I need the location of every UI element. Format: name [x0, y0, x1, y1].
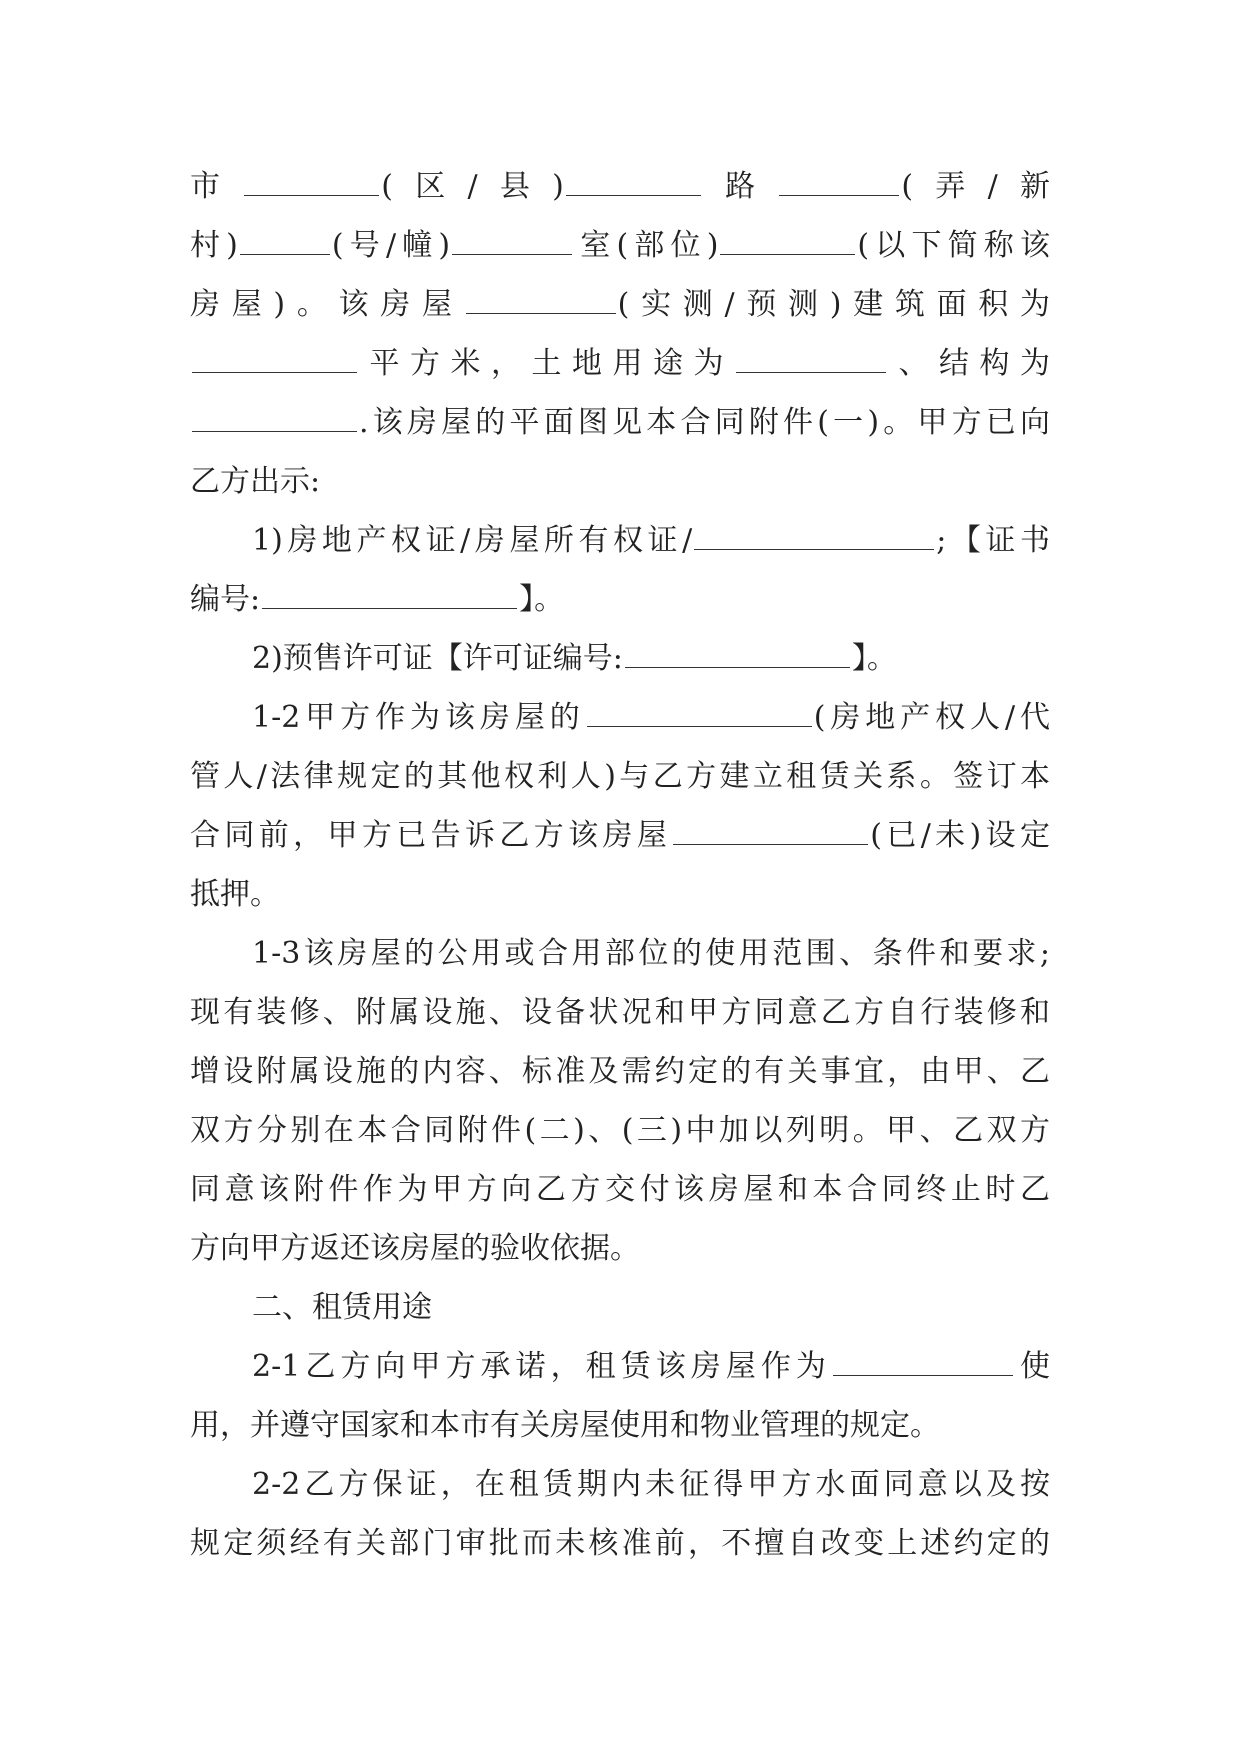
- text-line: 1-3该房屋的公用或合用部位的使用范围、条件和要求;: [252, 936, 1050, 971]
- fill-in-blank: [566, 167, 701, 196]
- text-line: 乙方出示:: [190, 464, 321, 499]
- fill-in-blank: [244, 167, 379, 196]
- text-line: 方向甲方返还该房屋的验收依据。: [190, 1231, 640, 1266]
- fill-in-blank: [587, 698, 812, 727]
- text-line: 合同前，甲方已告诉乙方该房屋 (已/未)设定: [190, 818, 1050, 853]
- fill-in-blank: [262, 580, 517, 609]
- fill-in-blank: [625, 639, 850, 668]
- text-line: 管人/法律规定的其他权利人)与乙方建立租赁关系。签订本: [190, 759, 1050, 794]
- section-heading: 二、租赁用途: [252, 1290, 432, 1325]
- text-line: 村) (号/幢) 室(部位) (以下简称该: [190, 228, 1050, 263]
- fill-in-blank: [240, 226, 330, 255]
- text-line: 1)房地产权证/房屋所有权证/ ;【证书: [252, 523, 1050, 558]
- text-line: 用，并遵守国家和本市有关房屋使用和物业管理的规定。: [190, 1408, 940, 1443]
- fill-in-blank: [452, 226, 572, 255]
- text-line: 编号: 】。: [190, 582, 565, 617]
- text-line: 房屋)。该房屋 (实测/预测)建筑面积为: [190, 287, 1050, 322]
- document-page: [190, 157, 1050, 1573]
- text-line: 增设附属设施的内容、标准及需约定的有关事宜，由甲、乙: [190, 1054, 1050, 1089]
- fill-in-blank: [673, 816, 868, 845]
- fill-in-blank: [694, 521, 934, 550]
- fill-in-blank: [736, 344, 886, 373]
- text-line: 规定须经有关部门审批而未核准前，不擅自改变上述约定的: [190, 1526, 1050, 1561]
- fill-in-blank: [779, 167, 899, 196]
- text-line: .该房屋的平面图见本合同附件(一)。甲方已向: [190, 393, 1050, 452]
- fill-in-blank: [192, 403, 357, 432]
- fill-in-blank: [833, 1347, 1013, 1376]
- fill-in-blank: [720, 226, 855, 255]
- text-line: 平方米，土地用途为 、结构为: [190, 334, 1050, 393]
- text-line: 现有装修、附属设施、设备状况和甲方同意乙方自行装修和: [190, 995, 1050, 1030]
- text-line: 抵押。: [190, 877, 280, 912]
- text-line: 同意该附件作为甲方向乙方交付该房屋和本合同终止时乙: [190, 1172, 1050, 1207]
- text-line: 2-2乙方保证，在租赁期内未征得甲方水面同意以及按: [252, 1467, 1050, 1502]
- text-line: 市 (区/县) 路 (弄/新: [190, 169, 1050, 204]
- text-line: 2)预售许可证【许可证编号: 】。: [252, 641, 897, 676]
- fill-in-blank: [192, 344, 357, 373]
- text-line: 1-2甲方作为该房屋的 (房地产权人/代: [252, 700, 1050, 735]
- text-line: 2-1乙方向甲方承诺，租赁该房屋作为 使: [252, 1349, 1050, 1384]
- text-line: 双方分别在本合同附件(二)、(三)中加以列明。甲、乙双方: [190, 1113, 1050, 1148]
- fill-in-blank: [466, 285, 616, 314]
